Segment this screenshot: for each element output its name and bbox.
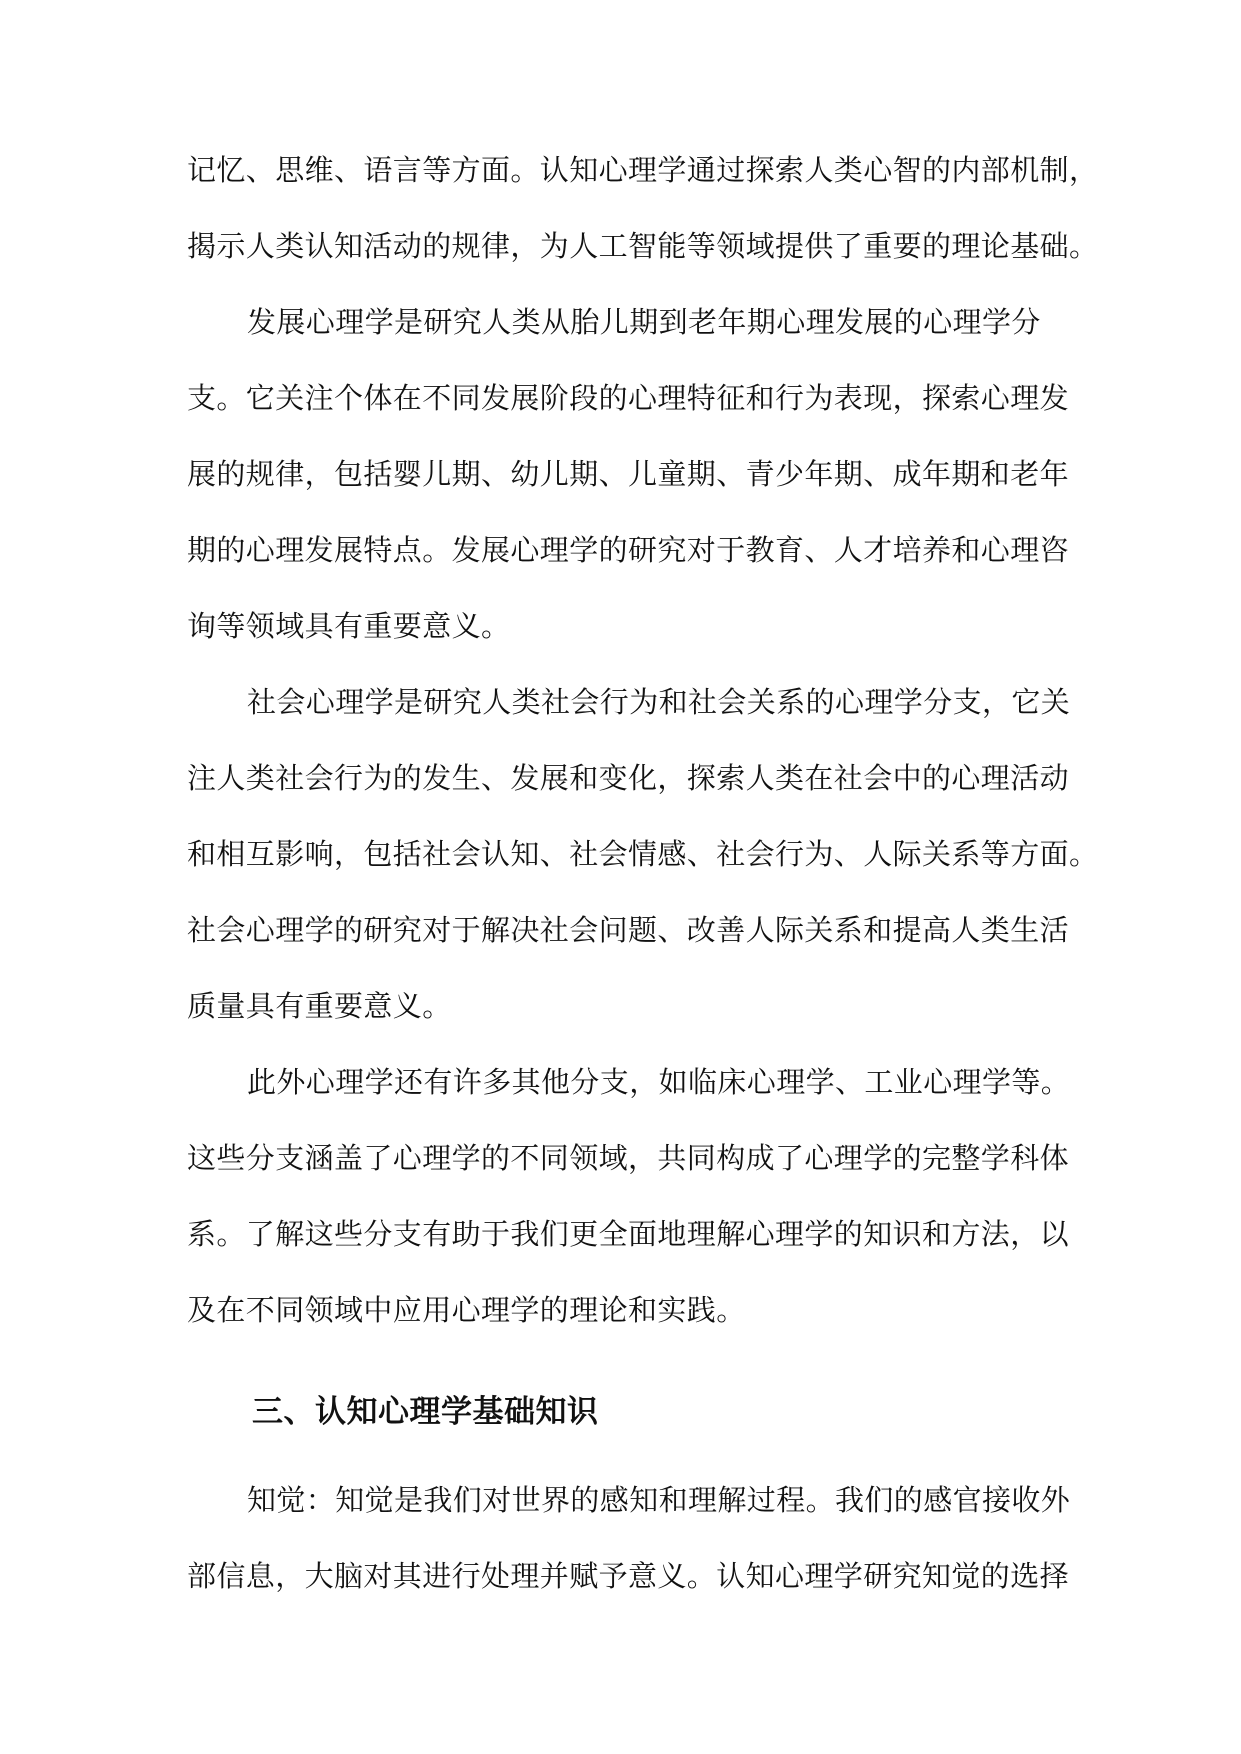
paragraph-5-line-1: 知觉：知觉是我们对世界的感知和理解过程。我们的感官接收外 <box>247 1483 1071 1517</box>
paragraph-2-line-2: 支。它关注个体在不同发展阶段的心理特征和行为表现，探索心理发 <box>187 381 1070 415</box>
paragraph-2-line-5: 询等领域具有重要意义。 <box>187 609 511 643</box>
paragraph-2-line-3: 展的规律，包括婴儿期、幼儿期、儿童期、青少年期、成年期和老年 <box>187 457 1070 491</box>
paragraph-3-line-3: 和相互影响，包括社会认知、社会情感、社会行为、人际关系等方面。 <box>187 837 1099 871</box>
paragraph-2-line-1: 发展心理学是研究人类从胎儿期到老年期心理发展的心理学分 <box>247 305 1041 339</box>
paragraph-1-line-2: 揭示人类认知活动的规律，为人工智能等领域提供了重要的理论基础。 <box>187 229 1099 263</box>
paragraph-3-line-1: 社会心理学是研究人类社会行为和社会关系的心理学分支，它关 <box>247 685 1071 719</box>
paragraph-4-line-3: 系。了解这些分支有助于我们更全面地理解心理学的知识和方法，以 <box>187 1217 1070 1251</box>
paragraph-4-line-1: 此外心理学还有许多其他分支，如临床心理学、工业心理学等。 <box>247 1065 1071 1099</box>
paragraph-3-line-4: 社会心理学的研究对于解决社会问题、改善人际关系和提高人类生活 <box>187 913 1070 947</box>
paragraph-1-line-1: 记忆、思维、语言等方面。认知心理学通过探索人类心智的内部机制， <box>187 153 1099 187</box>
paragraph-4-line-4: 及在不同领域中应用心理学的理论和实践。 <box>187 1293 746 1327</box>
paragraph-3-line-2: 注人类社会行为的发生、发展和变化，探索人类在社会中的心理活动 <box>187 761 1070 795</box>
paragraph-4-line-2: 这些分支涵盖了心理学的不同领域，共同构成了心理学的完整学科体 <box>187 1141 1070 1175</box>
paragraph-3-line-5: 质量具有重要意义。 <box>187 989 452 1023</box>
paragraph-2-line-4: 期的心理发展特点。发展心理学的研究对于教育、人才培养和心理咨 <box>187 533 1070 567</box>
section-heading: 三、认知心理学基础知识 <box>252 1394 599 1430</box>
paragraph-5-line-2: 部信息，大脑对其进行处理并赋予意义。认知心理学研究知觉的选择 <box>187 1559 1070 1593</box>
